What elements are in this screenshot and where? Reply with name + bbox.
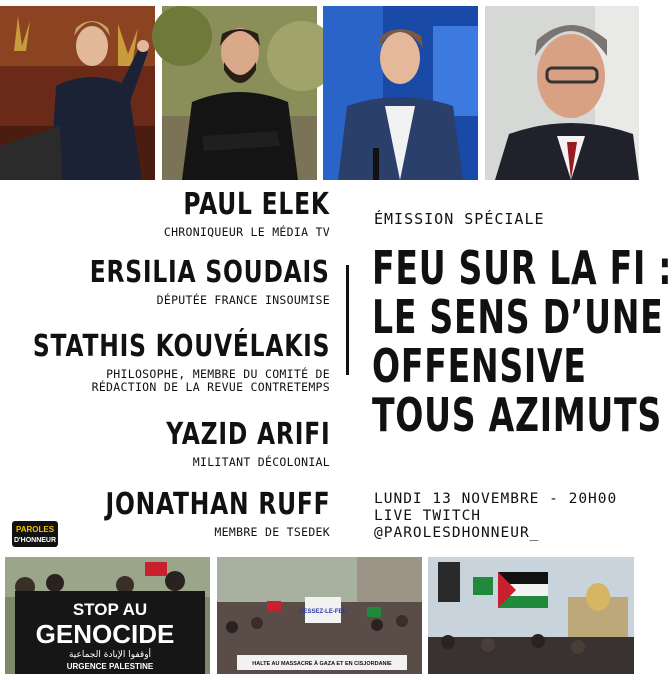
speaker-role: MEMBRE DE TSEDEK xyxy=(214,525,330,539)
speaker-name: ERSILIA SOUDAIS xyxy=(90,255,330,290)
photo-speaker-3 xyxy=(323,6,478,180)
title-line-4: TOUS AZIMUTS xyxy=(372,388,662,442)
speaker-name: JONATHAN RUFF xyxy=(105,487,330,522)
speaker-role-line-1: PHILOSOPHE, MEMBRE DU COMITÉ DE xyxy=(106,367,330,381)
svg-text:D'HONNEUR: D'HONNEUR xyxy=(13,537,57,544)
banner-sub-text: URGENCE PALESTINE xyxy=(66,662,154,671)
speaker-name: YAZID ARIFI xyxy=(165,417,330,452)
banner-top-text: STOP AU xyxy=(72,600,148,619)
speaker-role: MILITANT DÉCOLONIAL xyxy=(192,455,330,469)
emission-title xyxy=(372,241,672,442)
event-info xyxy=(374,491,617,542)
vertical-divider xyxy=(346,265,349,375)
event-platform: LIVE TWITCH xyxy=(374,508,482,524)
speaker-yazid-arifi xyxy=(120,417,330,469)
speaker-stathis-kouvelakis xyxy=(0,329,330,394)
title-line-1: FEU SUR LA FI : xyxy=(372,241,672,295)
photo-speaker-2 xyxy=(162,6,317,180)
paroles-dhonneur-logo xyxy=(12,521,58,547)
banner-main-text: GENOCIDE xyxy=(35,619,175,649)
speaker-ersilia-soudais xyxy=(22,255,330,307)
speaker-role-line-2: RÉDACTION DE LA REVUE CONTRETEMPS xyxy=(91,380,330,394)
speaker-role: CHRONIQUEUR LE MÉDIA TV xyxy=(163,225,330,239)
title-line-2: LE SENS D’UNE xyxy=(372,290,664,344)
speaker-name: PAUL ELEK xyxy=(183,187,330,222)
banner-arabic-text: أوقفوا الإبادة الجماعية xyxy=(68,650,152,660)
speaker-name: STATHIS KOUVÉLAKIS xyxy=(32,329,330,364)
event-date: LUNDI 13 NOVEMBRE - 20H00 xyxy=(374,491,618,507)
speaker-role: DÉPUTÉE FRANCE INSOUMISE xyxy=(156,293,330,307)
title-line-3: OFFENSIVE xyxy=(372,339,587,393)
photo-speaker-1 xyxy=(0,6,155,180)
speaker-jonathan-ruff xyxy=(42,487,330,539)
photo-protest-3 xyxy=(428,557,634,674)
photo-protest-2 xyxy=(217,557,422,674)
banner-mid-text: HALTE AU MASSACRE À GAZA ET EN CISJORDANIE xyxy=(252,661,392,667)
speaker-paul-elek xyxy=(142,187,330,239)
photo-speaker-4 xyxy=(485,6,639,180)
svg-text:PAROLES: PAROLES xyxy=(15,525,55,534)
event-handle[interactable]: @PAROLESDHONNEUR_ xyxy=(374,525,540,541)
photo-protest-1 xyxy=(5,557,210,674)
sign-ceasefire-text: CESSEZ-LE-FEU xyxy=(299,609,347,615)
emission-label: ÉMISSION SPÉCIALE xyxy=(374,210,545,228)
